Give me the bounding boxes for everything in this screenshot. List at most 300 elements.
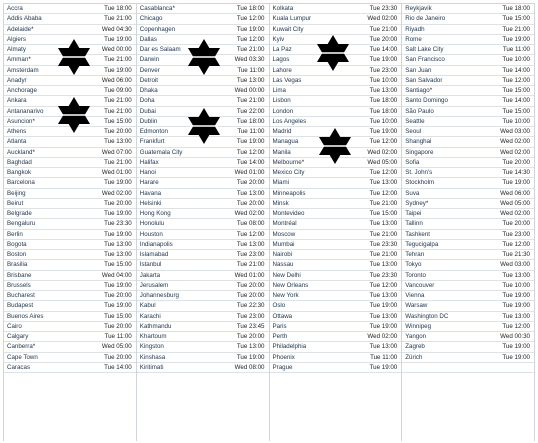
city-row[interactable] [137,117,269,127]
city-row[interactable] [4,301,136,311]
city-name: Brasilia [7,261,28,269]
city-name: Vancouver [405,281,435,289]
local-time: Tue 20:00 [104,128,132,135]
city-row[interactable] [402,250,534,260]
city-name: Tehran [405,251,425,258]
city-row[interactable] [137,230,269,240]
city-row[interactable] [4,291,136,301]
city-row[interactable] [270,14,402,24]
clock-column [401,4,535,441]
city-row[interactable] [137,281,269,291]
local-time: Wed 01:00 [234,169,265,176]
city-row[interactable] [137,271,269,281]
local-time: Wed 00:30 [500,333,530,340]
city-row[interactable] [270,25,402,35]
city-name: Indianapolis [139,240,173,248]
city-row[interactable] [402,271,534,281]
city-row[interactable] [270,76,402,86]
city-row[interactable] [402,342,534,352]
clock-column [269,4,402,441]
city-row[interactable] [137,14,269,24]
local-time: Tue 21:30 [502,251,530,258]
local-time: Tue 21:00 [369,251,398,258]
city-row[interactable] [4,342,136,352]
city-row[interactable] [137,76,269,86]
city-row[interactable] [4,158,136,168]
city-row[interactable] [270,363,402,373]
local-time: Tue 13:00 [369,292,398,299]
city-row[interactable] [402,117,534,127]
city-row[interactable] [270,189,402,199]
city-row[interactable] [402,301,534,311]
city-name: Antananarivo [7,107,44,115]
city-row[interactable] [270,250,402,260]
local-time: Tue 10:00 [369,117,398,125]
city-row[interactable] [402,168,534,178]
local-time: Wed 02:00 [367,148,398,156]
city-name: Dar es Salaam [139,46,181,53]
city-row[interactable] [4,148,136,158]
city-row[interactable] [402,4,534,14]
city-row[interactable] [270,219,402,229]
city-row[interactable] [137,4,269,14]
city-name: Houston [139,230,163,238]
city-row[interactable] [270,117,402,127]
city-row[interactable] [137,219,269,229]
local-time: Tue 10:00 [502,56,530,64]
city-name: Shanghai [405,138,432,146]
city-row[interactable] [4,209,136,219]
city-row[interactable] [270,137,402,147]
city-row[interactable] [270,342,402,352]
local-time: Wed 08:00 [234,363,265,371]
city-name: Algiers [7,35,26,43]
city-name: San Salvador [405,76,443,84]
city-row[interactable] [137,66,269,76]
dst-marker: * [425,199,429,207]
city-row[interactable] [402,14,534,24]
city-row[interactable] [4,250,136,260]
city-row[interactable] [4,230,136,240]
city-row[interactable] [137,322,269,332]
city-row[interactable] [4,178,136,188]
city-row[interactable] [137,137,269,147]
city-row[interactable] [4,55,136,65]
city-row[interactable] [270,168,402,178]
city-row[interactable] [402,291,534,301]
city-row[interactable] [4,353,136,363]
local-time: Tue 13:00 [104,240,132,248]
city-row[interactable] [402,107,534,117]
city-name: Tallinn [405,220,423,228]
city-row[interactable] [4,35,136,45]
local-time: Tue 23:30 [369,271,398,279]
city-row[interactable] [402,45,534,55]
city-name: Dubai [139,107,156,115]
city-row[interactable] [4,4,136,14]
city-name: Cape Town [7,353,38,361]
city-row[interactable] [402,230,534,240]
city-row[interactable] [137,199,269,209]
city-row[interactable] [270,45,402,55]
city-row[interactable] [4,45,136,55]
city-row[interactable] [137,301,269,311]
city-row[interactable] [4,127,136,137]
local-time: Tue 15:00 [502,107,530,115]
city-name: Auckland [7,148,33,156]
local-time: Wed 07:00 [101,148,132,156]
dst-marker: * [301,158,305,166]
city-name: Winnipeg [405,322,432,330]
city-row[interactable] [137,250,269,260]
local-time: Wed 03:00 [500,128,530,135]
city-row[interactable] [137,260,269,270]
city-row[interactable] [402,25,534,35]
city-row[interactable] [4,96,136,106]
city-name: Tokyo [405,261,422,269]
city-row[interactable] [270,96,402,106]
city-row[interactable] [402,55,534,65]
city-name: Anadyr [7,76,27,84]
local-time: Tue 19:00 [502,343,530,351]
city-row[interactable] [270,332,402,342]
city-row[interactable] [402,96,534,106]
city-name: Tashkent [405,230,431,238]
city-row[interactable] [270,353,402,363]
city-row[interactable] [270,301,402,311]
local-time: Tue 13:00 [369,261,398,269]
city-row[interactable] [270,178,402,188]
city-row[interactable] [402,322,534,332]
city-row[interactable] [270,312,402,322]
city-name: Nairobi [272,251,293,258]
city-row[interactable] [270,291,402,301]
city-row[interactable] [137,178,269,188]
city-row[interactable] [270,199,402,209]
city-row[interactable] [270,260,402,270]
local-time: Tue 19:00 [369,363,398,371]
city-name: Perth [272,333,288,340]
city-name: Athens [7,128,27,135]
city-name: Kuala Lumpur [272,15,312,23]
city-name: Almaty [7,46,26,53]
city-name: Singapore [405,148,434,156]
city-row[interactable] [270,86,402,96]
city-row[interactable] [4,189,136,199]
local-time: Tue 19:00 [502,179,530,187]
city-row[interactable] [137,86,269,96]
city-row[interactable] [270,127,402,137]
local-time: Wed 04:00 [101,271,132,279]
city-name: Adelaide [7,25,32,33]
local-time: Wed 02:00 [367,15,398,23]
local-time: Wed 02:00 [234,210,265,217]
local-time: Tue 14:00 [104,363,132,371]
city-row[interactable] [137,148,269,158]
local-time: Wed 01:00 [101,169,132,176]
city-row[interactable] [4,271,136,281]
local-time: Wed 04:30 [101,25,132,33]
local-time: Wed 01:00 [234,271,265,279]
city-row[interactable] [4,260,136,270]
local-time: Wed 02:00 [500,210,530,217]
dst-marker: * [32,117,35,125]
city-name: Islamabad [139,251,169,258]
city-name: Kyiv [272,35,285,43]
city-row [402,363,534,373]
city-row[interactable] [402,127,534,137]
local-time: Tue 10:00 [502,281,530,289]
city-row[interactable] [137,291,269,301]
local-time: Tue 19:00 [502,302,530,310]
city-row[interactable] [4,219,136,229]
city-row[interactable] [270,209,402,219]
city-row[interactable] [137,55,269,65]
city-row[interactable] [4,281,136,291]
city-name: Khartoum [139,333,167,340]
local-time: Tue 12:00 [236,148,265,156]
local-time: Tue 23:00 [236,251,265,258]
city-row[interactable] [270,35,402,45]
city-row[interactable] [137,240,269,250]
local-time: Tue 22:00 [236,107,265,115]
city-name: Lima [272,87,286,94]
city-name: La Paz [272,46,292,53]
city-row[interactable] [137,45,269,55]
city-row[interactable] [4,332,136,342]
city-row[interactable] [4,14,136,24]
city-name: Hong Kong [139,210,171,217]
city-name: Atlanta [7,138,27,146]
city-name: New York [272,292,299,299]
city-name: Oslo [272,302,286,310]
city-name: Addis Ababa [7,15,42,23]
city-row[interactable] [402,86,534,96]
city-row[interactable] [4,322,136,332]
city-name: Lisbon [272,97,291,105]
local-time: Tue 08:00 [236,220,265,228]
city-row[interactable] [270,322,402,332]
local-time: Tue 19:00 [502,292,530,299]
local-time: Tue 19:00 [369,302,398,310]
city-row[interactable] [402,240,534,250]
local-time: Tue 21:00 [104,15,132,23]
city-row[interactable] [270,158,402,168]
city-row[interactable] [402,353,534,363]
city-name: Kolkata [272,5,294,12]
city-row[interactable] [402,219,534,229]
world-clock-table [3,3,535,441]
city-name: Istanbul [139,261,162,269]
city-name: Ankara [7,97,27,105]
city-name: New Orleans [272,281,309,289]
city-name: Harare [139,179,159,187]
local-time: Tue 21:00 [369,199,398,207]
city-row[interactable] [402,158,534,168]
local-time: Tue 21:00 [369,230,398,238]
local-time: Tue 20:00 [502,220,530,228]
local-time: Wed 00:00 [101,46,132,53]
city-name: Seattle [405,117,425,125]
city-name: Moscow [272,230,296,238]
local-time: Tue 13:00 [369,179,398,187]
city-row[interactable] [4,168,136,178]
city-row[interactable] [4,86,136,96]
local-time: Tue 19:00 [104,302,132,310]
city-row[interactable] [402,137,534,147]
local-time: Tue 21:00 [502,25,530,33]
city-row[interactable] [402,76,534,86]
local-time: Tue 19:00 [104,281,132,289]
local-time: Tue 19:00 [104,210,132,217]
city-name: Hanoi [139,169,156,176]
local-time: Tue 20:00 [502,158,530,166]
local-time: Tue 22:30 [236,302,265,310]
city-name: Johannesburg [139,292,179,299]
city-row[interactable] [402,312,534,322]
city-row[interactable] [137,332,269,342]
city-name: Los Angeles [272,117,307,125]
city-row[interactable] [270,240,402,250]
city-row[interactable] [137,96,269,106]
city-row[interactable] [402,281,534,291]
city-row[interactable] [402,209,534,219]
city-name: Riyadh [405,25,425,33]
local-time: Tue 11:00 [502,46,530,53]
city-row[interactable] [402,332,534,342]
local-time: Tue 14:00 [502,97,530,105]
city-name: Havana [139,189,162,197]
city-name: Bucharest [7,292,35,299]
city-row[interactable] [4,240,136,250]
city-name: Toronto [405,271,426,279]
city-row[interactable] [4,66,136,76]
city-row[interactable] [270,107,402,117]
city-name: Cairo [7,322,22,330]
city-name: Beijing [7,189,26,197]
city-row[interactable] [137,189,269,199]
city-name: Kabul [139,302,156,310]
city-name: Philadelphia [272,343,307,351]
city-name: Amsterdam [7,66,39,74]
city-row[interactable] [402,199,534,209]
city-name: Beirut [7,199,24,207]
local-time: Tue 23:00 [502,230,530,238]
city-name: Casablanca [139,5,173,12]
city-name: Bangkok [7,169,32,176]
city-name: Baghdad [7,158,32,166]
city-row[interactable] [4,363,136,373]
city-row[interactable] [4,25,136,35]
local-time: Tue 18:00 [369,107,398,115]
local-time: Tue 20:00 [369,35,398,43]
city-name: Buenos Aires [7,312,44,320]
city-name: St. John's [405,169,433,176]
local-time: Tue 20:00 [104,199,132,207]
city-name: Salt Lake City [405,46,444,53]
local-time: Wed 03:30 [234,56,265,64]
city-name: Washington DC [405,312,449,320]
city-row[interactable] [402,260,534,270]
city-row[interactable] [137,35,269,45]
local-time: Tue 13:00 [502,271,530,279]
city-row[interactable] [4,137,136,147]
city-row[interactable] [137,25,269,35]
city-row[interactable] [137,107,269,117]
city-row[interactable] [402,35,534,45]
city-name: Taipei [405,210,422,217]
city-name: Honolulu [139,220,165,228]
city-row[interactable] [402,66,534,76]
local-time: Tue 13:00 [369,343,398,351]
city-row[interactable] [137,353,269,363]
local-time: Tue 21:00 [236,46,265,53]
city-name: Frankfurt [139,138,165,146]
local-time: Tue 12:00 [236,35,265,43]
local-time: Tue 14:00 [502,66,530,74]
city-row[interactable] [137,127,269,137]
city-row[interactable] [4,76,136,86]
city-row[interactable] [270,230,402,240]
local-time: Wed 00:00 [234,87,265,94]
city-row[interactable] [4,107,136,117]
dst-marker: * [429,87,433,94]
city-row[interactable] [137,158,269,168]
dst-marker: * [32,343,36,351]
city-name: Dhaka [139,87,158,94]
city-row[interactable] [402,189,534,199]
city-row[interactable] [4,117,136,127]
city-row[interactable] [137,168,269,178]
city-row[interactable] [137,363,269,373]
city-name: Bengaluru [7,220,36,228]
city-name: Belgrade [7,210,32,217]
city-row[interactable] [270,55,402,65]
local-time: Tue 23:45 [236,322,265,330]
city-row[interactable] [137,312,269,322]
city-row[interactable] [270,4,402,14]
city-row[interactable] [4,199,136,209]
city-name: São Paulo [405,107,434,115]
local-time: Tue 15:00 [104,261,132,269]
city-name: Santo Domingo [405,97,448,105]
local-time: Tue 19:00 [502,353,530,361]
city-name: Mexico City [272,169,305,176]
city-name: Phoenix [272,353,295,361]
city-name: Detroit [139,76,158,84]
city-row[interactable] [137,209,269,219]
city-row[interactable] [402,148,534,158]
city-row[interactable] [402,178,534,188]
city-name: Las Vegas [272,76,302,84]
city-row[interactable] [270,281,402,291]
city-name: Halifax [139,158,159,166]
city-row[interactable] [270,66,402,76]
city-name: Melbourne [272,158,302,166]
local-time: Tue 21:00 [104,107,132,115]
city-row[interactable] [270,271,402,281]
local-time: Tue 20:00 [236,292,265,299]
local-time: Tue 20:00 [104,322,132,330]
city-name: Minsk [272,199,289,207]
city-row[interactable] [270,148,402,158]
local-time: Tue 12:00 [502,322,530,330]
city-name: Anchorage [7,87,37,94]
local-time: Tue 12:00 [369,189,398,197]
city-name: Kiritimati [139,363,164,371]
city-row[interactable] [137,342,269,352]
city-row[interactable] [4,312,136,322]
